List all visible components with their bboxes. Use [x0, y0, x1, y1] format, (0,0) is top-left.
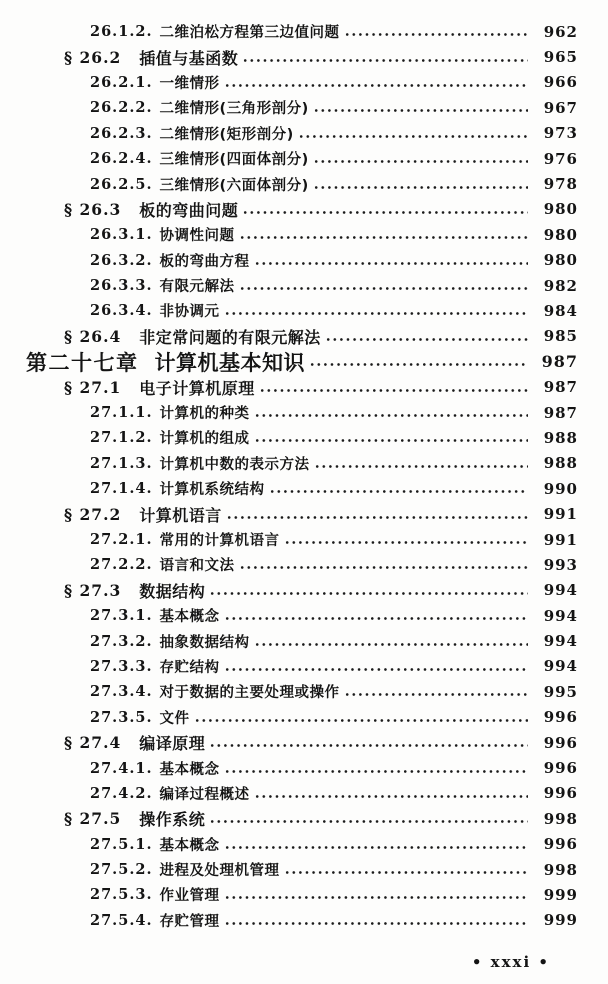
entry-number: 27.2.1.	[90, 531, 153, 548]
dot-leader	[314, 183, 528, 192]
toc-entry	[0, 603, 608, 628]
entry-page-number: 996	[543, 759, 578, 778]
dot-leader	[299, 132, 528, 141]
entry-title: 三维情形(六面体剖分)	[159, 177, 309, 194]
entry-number: 26.3.2.	[90, 251, 153, 269]
entry-title: 三维情形(四面体剖分)	[159, 152, 309, 169]
entry-number: 27.3.1.	[90, 607, 153, 625]
entry-title: 计算机中数的表示方法	[159, 456, 310, 473]
dot-leader	[260, 386, 528, 395]
entry-page-number: 976	[543, 149, 578, 168]
entry-number: 26.1.2.	[90, 23, 153, 41]
dot-leader	[243, 56, 528, 65]
toc-entry	[0, 171, 608, 196]
toc-entry	[0, 781, 608, 806]
entry-title: 基本概念	[159, 761, 220, 778]
entry-number: 第二十七章	[26, 350, 139, 375]
entry-number: § 26.3	[64, 199, 122, 219]
entry-number: 26.2.4.	[90, 150, 153, 168]
dot-leader	[210, 741, 528, 750]
toc-entry	[0, 679, 608, 704]
entry-title: 编译原理	[139, 734, 206, 754]
entry-page-number: 998	[543, 860, 578, 879]
entry-page-number: 965	[543, 48, 578, 67]
entry-title: 非定常问题的有限元解法	[139, 327, 321, 347]
dot-leader	[314, 157, 528, 166]
entry-number: § 27.2	[64, 504, 122, 524]
toc-entry	[0, 705, 608, 730]
entry-page-number: 967	[543, 98, 578, 117]
toc-entry	[0, 273, 608, 298]
toc-entry	[0, 882, 608, 907]
entry-number: 27.1.2.	[90, 429, 153, 447]
entry-page-number: 985	[543, 327, 578, 346]
entry-title: 插值与基函数	[139, 48, 239, 68]
dot-leader	[285, 868, 528, 877]
toc-entry	[0, 121, 608, 146]
toc-entry	[0, 374, 608, 399]
entry-number: 27.5.2.	[90, 861, 153, 879]
entry-number: § 27.5	[64, 809, 122, 829]
toc-entry	[0, 146, 608, 171]
toc-entry	[0, 298, 608, 323]
dot-leader	[345, 690, 528, 699]
dot-leader	[255, 436, 528, 445]
entry-page-number: 984	[543, 301, 578, 320]
entry-number: § 27.4	[64, 733, 122, 753]
entry-page-number: 988	[543, 454, 578, 473]
dot-leader	[270, 487, 528, 496]
toc-entry	[0, 755, 608, 780]
dot-leader	[310, 360, 528, 369]
toc-entry	[0, 451, 608, 476]
entry-number: 27.2.2.	[90, 556, 153, 574]
dot-leader	[225, 843, 528, 852]
entry-title: 常用的计算机语言	[159, 533, 280, 549]
entry-title: 作业管理	[159, 888, 220, 905]
toc-entry	[0, 908, 608, 933]
entry-page-number: 994	[543, 606, 578, 625]
entry-number: 26.3.1.	[90, 226, 153, 244]
entry-title: 基本概念	[159, 837, 220, 854]
entry-number: 26.3.3.	[90, 277, 153, 295]
toc-entry	[0, 222, 608, 247]
entry-page-number: 994	[543, 632, 578, 651]
entry-title: 板的弯曲方程	[159, 253, 250, 270]
dot-leader	[255, 411, 528, 420]
entry-title: 语言和文法	[159, 558, 235, 575]
entry-number: 26.2.1.	[90, 73, 153, 91]
entry-number: 27.3.2.	[90, 632, 153, 650]
dot-leader	[225, 665, 528, 674]
toc-entry	[0, 628, 608, 653]
page-footer-roman-numeral: • xxxi •	[471, 953, 550, 971]
dot-leader	[285, 538, 528, 547]
entry-page-number: 994	[543, 581, 578, 600]
entry-title: 计算机的种类	[159, 406, 250, 423]
entry-number: 27.1.4.	[90, 480, 153, 498]
entry-title: 有限元解法	[159, 279, 235, 296]
entry-page-number: 980	[543, 251, 578, 270]
entry-title: 数据结构	[139, 581, 206, 601]
entry-number: § 26.2	[64, 47, 122, 67]
entry-title: 基本概念	[159, 609, 220, 626]
entry-title: 操作系统	[139, 810, 206, 830]
entry-number: 27.4.2.	[90, 784, 153, 802]
entry-title: 存贮管理	[159, 913, 220, 930]
entry-title: 协调性问题	[159, 228, 235, 245]
toc-entry	[0, 248, 608, 273]
entry-page-number: 991	[543, 530, 578, 549]
entry-number: 27.5.4.	[90, 911, 153, 929]
entry-title: 计算机语言	[139, 505, 222, 525]
toc-entry	[0, 324, 608, 349]
dot-leader	[225, 614, 528, 623]
toc-list	[0, 19, 608, 933]
toc-entry	[0, 19, 608, 44]
dot-leader	[240, 233, 528, 242]
entry-number: 26.3.4.	[90, 302, 153, 320]
entry-page-number: 998	[543, 809, 578, 828]
entry-title: 板的弯曲问题	[139, 200, 239, 220]
dot-leader	[210, 817, 528, 826]
entry-page-number: 988	[543, 428, 578, 447]
entry-title: 对于数据的主要处理或操作	[159, 685, 340, 702]
entry-page-number: 987	[541, 352, 578, 372]
toc-entry	[0, 654, 608, 679]
entry-title: 计算机基本知识	[154, 350, 305, 375]
entry-page-number: 995	[543, 682, 578, 701]
entry-title: 二维情形(矩形剖分)	[159, 126, 294, 143]
toc-entry	[0, 425, 608, 450]
entry-title: 计算机的组成	[159, 431, 250, 448]
entry-page-number: 996	[543, 733, 578, 752]
entry-page-number: 996	[543, 835, 578, 854]
entry-page-number: 996	[543, 784, 578, 803]
toc-entry	[0, 349, 608, 374]
entry-number: 27.3.5.	[90, 708, 153, 726]
entry-number: 27.3.4.	[90, 683, 153, 701]
dot-leader	[315, 462, 528, 471]
dot-leader	[225, 81, 528, 90]
entry-number: 27.5.3.	[90, 886, 153, 904]
entry-number: 27.1.1.	[90, 404, 153, 422]
entry-number: § 26.4	[64, 326, 122, 346]
toc-entry	[0, 730, 608, 755]
dot-leader	[225, 893, 528, 902]
entry-number: 27.1.3.	[90, 454, 153, 472]
entry-page-number: 982	[543, 276, 578, 295]
toc-entry	[0, 400, 608, 425]
toc-entry	[0, 44, 608, 69]
toc-entry	[0, 832, 608, 857]
entry-title: 一维情形	[159, 75, 220, 92]
entry-title: 文件	[159, 710, 190, 727]
dot-leader	[225, 919, 528, 928]
entry-page-number: 980	[543, 200, 578, 219]
entry-title: 计算机系统结构	[159, 482, 265, 499]
toc-entry	[0, 552, 608, 577]
entry-number: 26.2.3.	[90, 124, 153, 142]
entry-title: 二维情形(三角形剖分)	[159, 101, 309, 118]
entry-page-number: 991	[543, 505, 578, 524]
entry-page-number: 993	[543, 555, 578, 574]
entry-page-number: 987	[543, 403, 578, 422]
toc-entry	[0, 501, 608, 526]
toc-entry	[0, 70, 608, 95]
dot-leader	[240, 563, 528, 572]
entry-title: 存贮结构	[159, 659, 220, 676]
entry-title: 电子计算机原理	[139, 378, 255, 398]
dot-leader	[225, 767, 528, 776]
dot-leader	[210, 589, 528, 598]
entry-page-number: 996	[543, 708, 578, 727]
toc-entry	[0, 95, 608, 120]
dot-leader	[243, 208, 528, 217]
dot-leader	[255, 640, 528, 649]
entry-number: 27.4.1.	[90, 759, 153, 777]
entry-page-number: 994	[543, 657, 578, 676]
entry-title: 非协调元	[159, 304, 220, 321]
toc-entry	[0, 197, 608, 222]
dot-leader	[326, 335, 528, 344]
entry-number: 26.2.2.	[90, 99, 153, 117]
entry-page-number: 978	[543, 175, 578, 194]
dot-leader	[255, 792, 528, 801]
entry-page-number: 999	[543, 911, 578, 930]
dot-leader	[227, 513, 528, 522]
toc-entry	[0, 527, 608, 552]
toc-entry	[0, 857, 608, 882]
dot-leader	[195, 716, 528, 725]
dot-leader	[314, 106, 528, 115]
entry-page-number: 987	[543, 378, 578, 397]
entry-page-number: 980	[543, 225, 578, 244]
entry-title: 抽象数据结构	[159, 634, 250, 651]
entry-number: 27.3.3.	[90, 657, 153, 675]
entry-title: 进程及处理机管理	[159, 863, 280, 880]
dot-leader	[255, 259, 528, 268]
dot-leader	[240, 284, 528, 293]
entry-page-number: 962	[543, 22, 578, 41]
toc-entry	[0, 578, 608, 603]
entry-number: 26.2.5.	[90, 175, 153, 193]
dot-leader	[225, 309, 528, 318]
toc-entry	[0, 476, 608, 501]
entry-number: § 27.1	[64, 377, 122, 397]
entry-page-number: 973	[543, 124, 578, 143]
toc-entry	[0, 806, 608, 831]
entry-number: § 27.3	[64, 580, 122, 600]
entry-page-number: 966	[543, 73, 578, 92]
entry-title: 编译过程概述	[159, 786, 250, 803]
entry-title: 二维泊松方程第三边值问题	[159, 25, 340, 42]
entry-page-number: 999	[543, 885, 578, 904]
entry-page-number: 990	[543, 479, 578, 498]
dot-leader	[345, 30, 528, 39]
entry-number: 27.5.1.	[90, 835, 153, 853]
